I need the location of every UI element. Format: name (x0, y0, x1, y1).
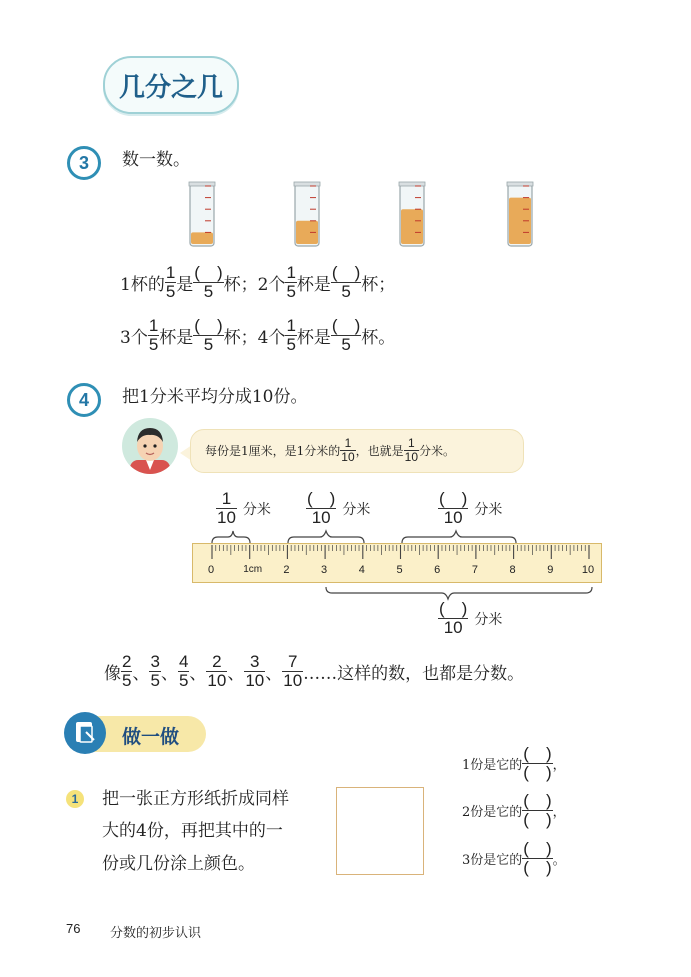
answer-blank[interactable]: $\frac{( )}{10}$ (307, 489, 336, 527)
ruler-label: 5 (396, 564, 403, 576)
q3-l2-a: 3个 (120, 328, 148, 348)
practice-text-line-3: 份或几份涂上颜色。 (102, 854, 255, 874)
answer-label: 1份是它的 (462, 758, 523, 773)
ruler-label: 3 (321, 564, 328, 576)
q3-l2-e: 杯。 (361, 328, 396, 348)
practice-text-line-2: 大的4份，再把其中的一 (102, 821, 283, 841)
answer-row-2 (462, 792, 566, 829)
cup-rim (294, 182, 320, 186)
answer-label: 2份是它的 (462, 805, 523, 820)
separator: 、 (265, 664, 283, 684)
separator: 、 (132, 664, 150, 684)
q3-l1-b: 是 (176, 275, 194, 295)
answer-row-3 (462, 840, 566, 877)
fraction: $\frac{4}{5}$ (178, 652, 189, 690)
fraction: $\frac{7}{10}$ (283, 652, 303, 690)
answer-blank[interactable]: $\frac{( )}{( )}$ (523, 744, 552, 782)
chapter-title: 分数的初步认识 (110, 926, 202, 941)
fraction: $\frac{1}{5}$ (286, 263, 296, 301)
separator: 、 (160, 664, 178, 684)
answer-blank[interactable]: $\frac{( )}{5}$ (331, 316, 361, 354)
student-avatar (122, 418, 178, 474)
cup-glass (508, 184, 532, 246)
answer-end: ， (552, 805, 566, 820)
bubble-text-c: 分米。 (419, 443, 456, 458)
cup-rim (189, 182, 215, 186)
practice-icon (64, 712, 106, 754)
answer-blank[interactable]: $\frac{( )}{5}$ (331, 263, 361, 301)
q3-l2-d: 杯是 (296, 328, 331, 348)
q3-l1-a: 1杯的 (120, 275, 165, 295)
fraction: $\frac{2}{5}$ (122, 652, 132, 690)
square-paper[interactable] (336, 787, 424, 875)
fraction: $\frac{1}{5}$ (148, 316, 159, 354)
ruler-label: 9 (547, 564, 554, 576)
cup-glass (190, 184, 214, 246)
q3-l1-e: 杯； (361, 275, 396, 295)
answer-blank[interactable]: $\frac{( )}{5}$ (194, 316, 223, 354)
bubble-text-a: 每份是1厘米，是1分米的 (205, 443, 341, 458)
practice-pencil-icon (64, 712, 106, 754)
answer-blank[interactable]: $\frac{( )}{10}$ (439, 489, 468, 527)
unit-label: 分米 (474, 501, 503, 518)
answer-blank[interactable]: $\frac{( )}{5}$ (194, 263, 223, 301)
fraction: $\frac{1}{5}$ (286, 316, 296, 354)
separator: 、 (189, 664, 207, 684)
measuring-cup (399, 182, 425, 246)
answer-blank[interactable]: $\frac{( )}{( )}$ (523, 839, 552, 877)
q3-line-1 (120, 264, 395, 301)
q3-l2-b: 杯是 (159, 328, 194, 348)
fraction: $\frac{3}{5}$ (150, 652, 160, 690)
ruler-labels (192, 564, 602, 580)
ruler-label: 4 (358, 564, 365, 576)
unit-label: 分米 (242, 501, 271, 518)
answer-row-1 (462, 745, 566, 782)
bubble-text-b: ，也就是 (355, 443, 404, 458)
ruler-label: 1cm (243, 564, 263, 575)
page-number: 76 (66, 921, 81, 936)
examples-suffix: ……这样的数，也都是分数。 (303, 664, 525, 684)
answer-end: 。 (552, 853, 566, 868)
speech-bubble-text (205, 433, 455, 467)
cup-glass (295, 184, 319, 246)
section-title: 几分之几 (103, 56, 239, 114)
measuring-cup (189, 182, 215, 246)
practice-title: 做一做 (122, 726, 180, 748)
unit-label: 分米 (342, 501, 371, 518)
answer-label: 3份是它的 (462, 853, 523, 868)
q3-l2-c: 杯；4个 (223, 328, 286, 348)
brace-label-2 (306, 490, 370, 527)
cup-rim (507, 182, 533, 186)
brace-label-3 (438, 490, 502, 527)
measuring-cup (294, 182, 320, 246)
answer-blank[interactable]: $\frac{( )}{( )}$ (523, 791, 552, 829)
fraction: $\frac{3}{10}$ (245, 652, 265, 690)
q3-line-2 (120, 317, 395, 354)
practice-item-number: 1 (66, 790, 84, 808)
student-avatar-icon (122, 418, 178, 474)
fraction: $\frac{1}{10}$ (341, 435, 355, 464)
q3-l1-d: 杯是 (296, 275, 331, 295)
ruler-label: 7 (471, 564, 478, 576)
brace-label-1 (216, 490, 271, 527)
separator: 、 (227, 664, 245, 684)
question-3-prompt: 数一数。 (122, 150, 190, 170)
ruler-label: 6 (434, 564, 441, 576)
cup-rim (399, 182, 425, 186)
question-3-number: 3 (67, 146, 101, 180)
fraction: $\frac{1}{10}$ (404, 435, 419, 464)
measuring-cups (180, 180, 560, 252)
fraction: $\frac{1}{5}$ (165, 263, 176, 301)
fraction-examples (104, 653, 524, 690)
answer-end: ， (552, 758, 566, 773)
ruler-label: 0 (207, 564, 215, 576)
cup-glass (400, 184, 424, 246)
fraction: $\frac{2}{10}$ (207, 652, 227, 690)
answer-blank[interactable]: $\frac{( )}{10}$ (439, 599, 468, 637)
unit-label: 分米 (474, 611, 503, 628)
q3-l1-c: 杯；2个 (223, 275, 286, 295)
measuring-cup (507, 182, 533, 246)
question-4-number: 4 (67, 383, 101, 417)
ruler-label: 2 (283, 564, 290, 576)
practice-text-line-1: 把一张正方形纸折成同样 (102, 789, 289, 809)
fraction: $\frac{1}{10}$ (217, 489, 236, 527)
question-4-prompt: 把1分米平均分成10份。 (122, 387, 308, 407)
brace-label-4 (438, 600, 502, 637)
ruler-label: 10 (581, 564, 595, 576)
examples-prefix: 像 (104, 664, 121, 684)
ruler-label: 8 (509, 564, 516, 576)
